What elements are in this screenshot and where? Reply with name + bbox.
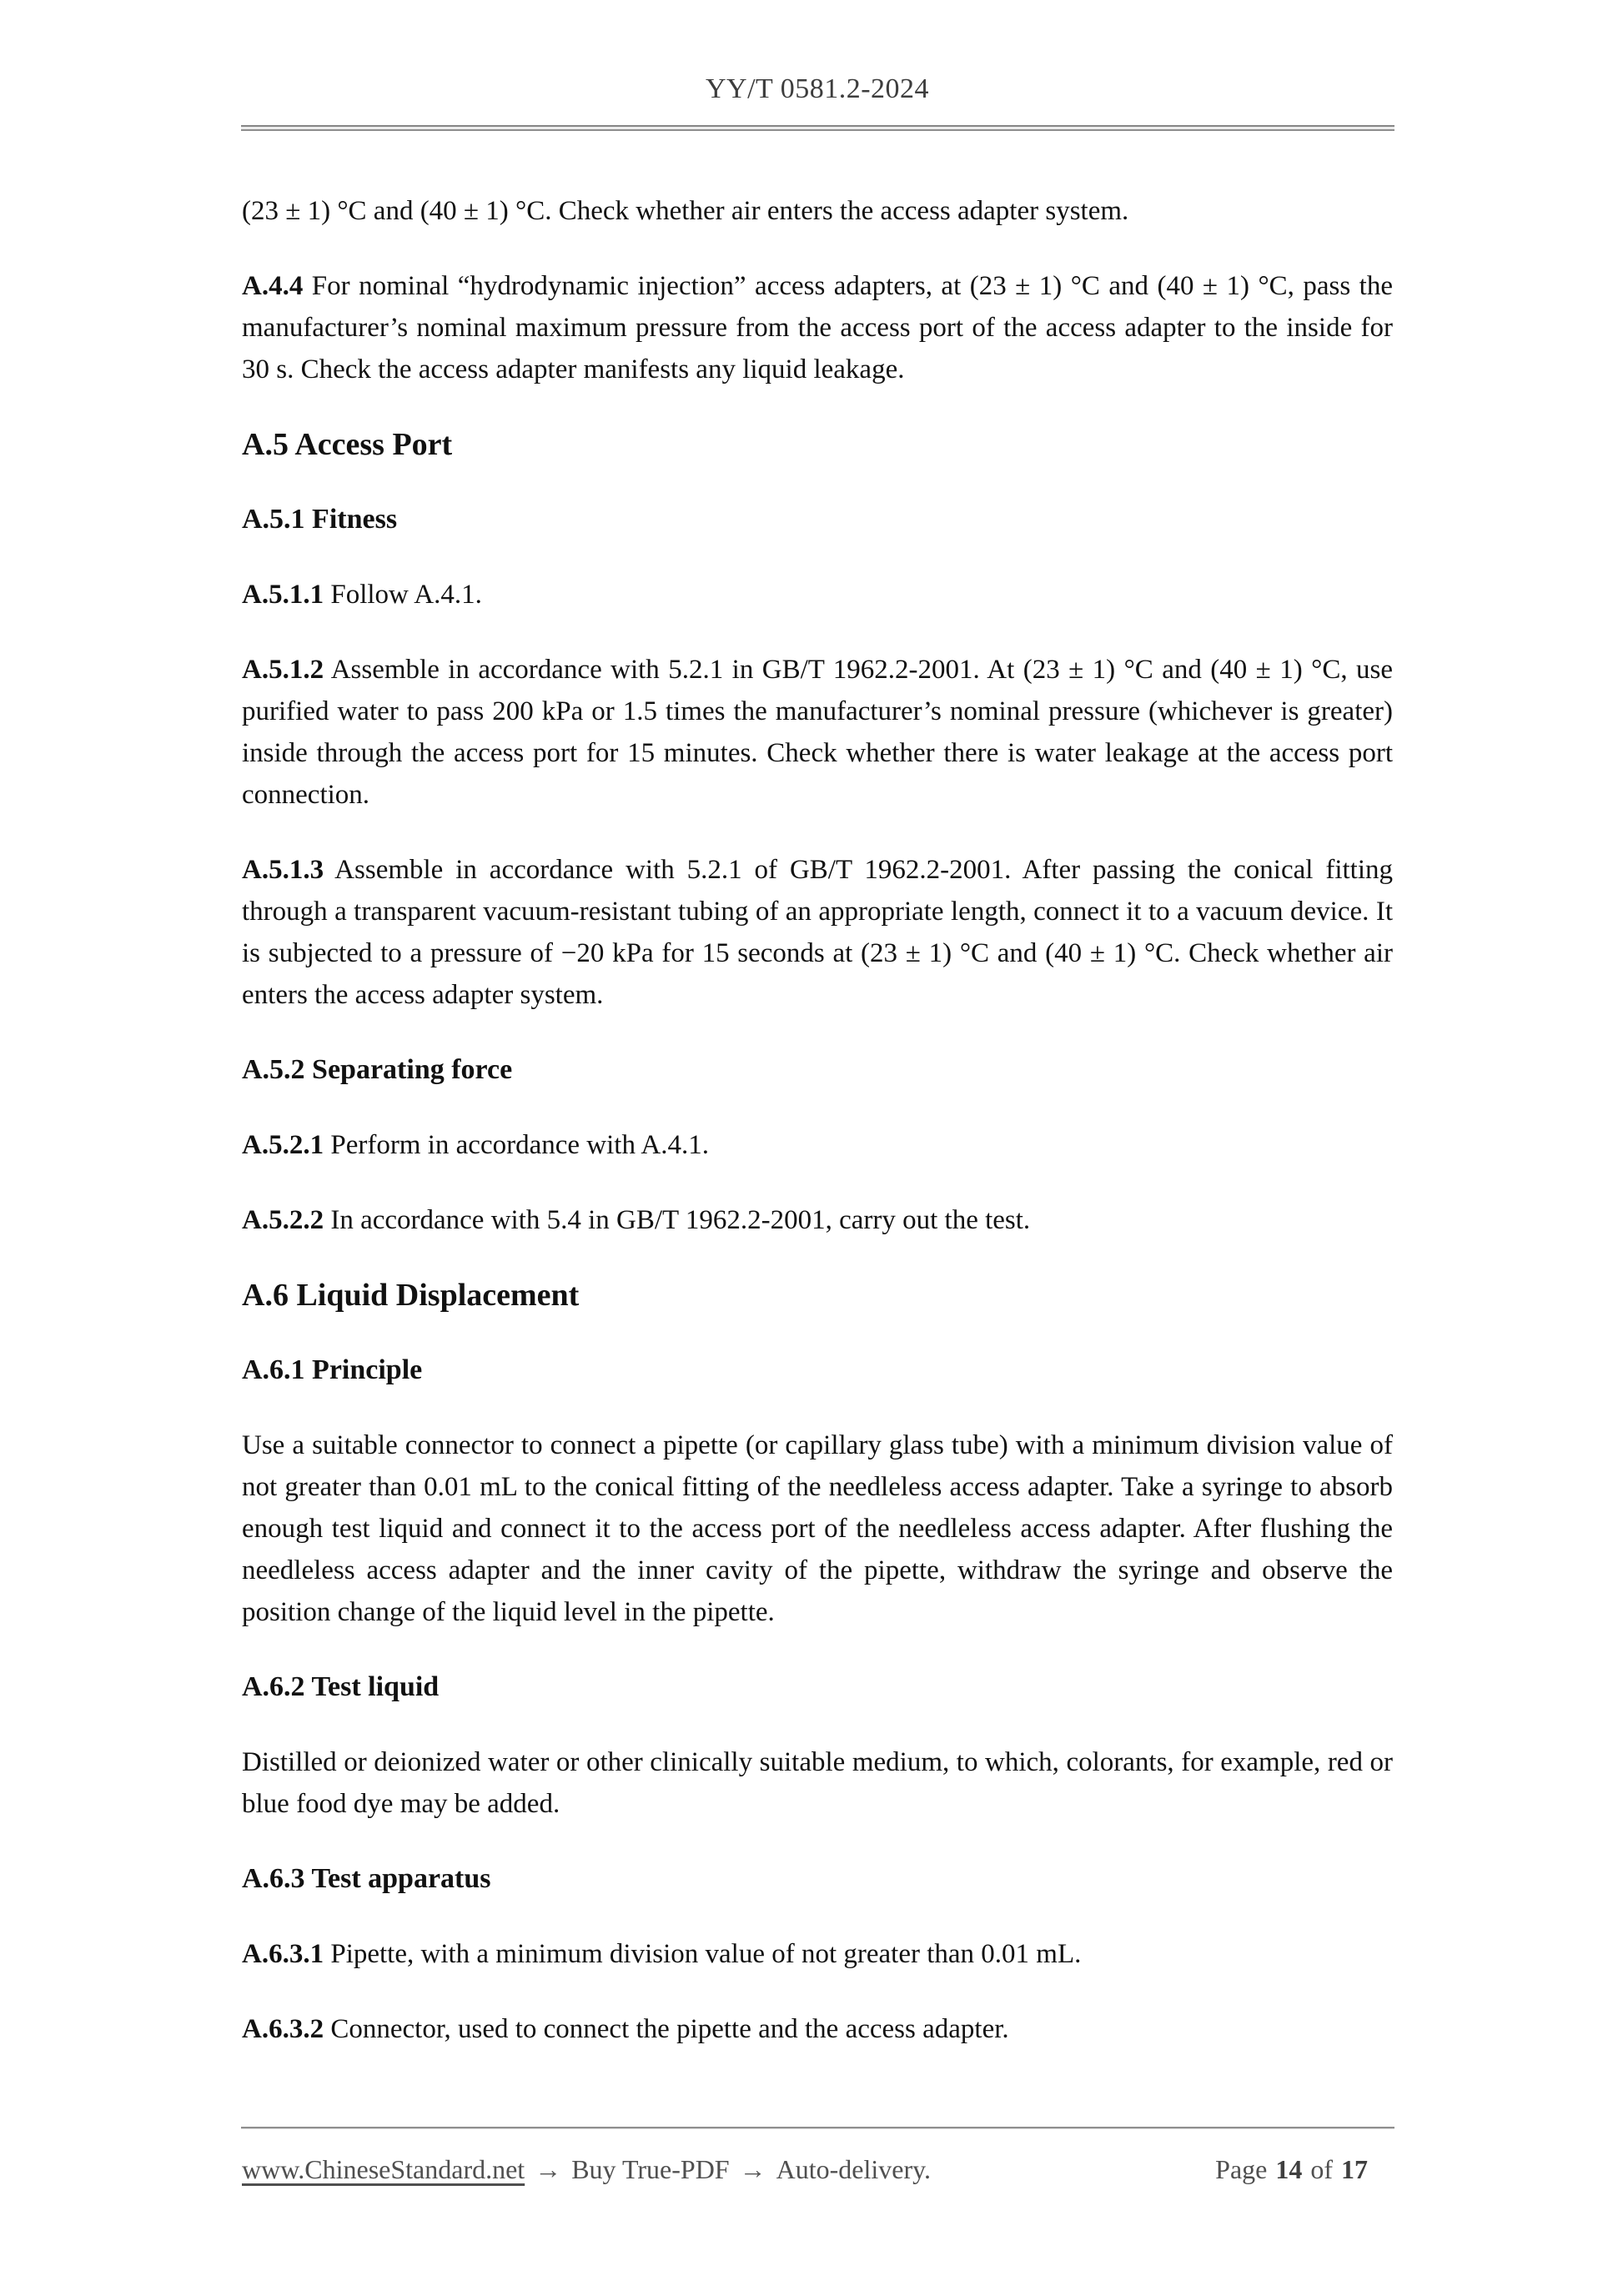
paragraph-continuation [242, 190, 1393, 232]
site-link[interactable]: www.ChineseStandard.net [242, 2154, 525, 2184]
paragraph-a6-2-testliquid [242, 1741, 1393, 1825]
heading-a6: A.6 Liquid Displacement [242, 1278, 580, 1313]
paragraph-a5-2-2 [242, 1199, 1393, 1241]
paragraph-text: Assemble in accordance with 5.2.1 in GB/T 1962.2-2001. At (23 ± 1) °C and (40 ± 1) °C, use purified water to pass 200 kPa or 1.5 times the manufacturer’s nominal pressure (whichever is greater) inside through the access port for 15 minutes. Check whether there is water leakage at the access port connection. [242, 655, 1393, 810]
paragraph-text: Use a suitable connector to connect a pipette (or capillary glass tube) with a minimum division value of not greater than 0.01 mL to the conical fitting of the needleless access adapter. Take a syringe to absorb enough test liquid and connect it to the access port of the needleless access adapter. After flushing the needleless access adapter and the inner cavity of the pipette, withdraw the syringe and observe the position change of the liquid level in the pipette. [242, 1430, 1393, 1627]
clause-number: A.5.1.1 [242, 580, 324, 610]
footer-divider-line [241, 2127, 1394, 2129]
paragraph-text: For nominal “hydrodynamic injection” access adapters, at (23 ± 1) °C and (40 ± 1) °C, pass the manufacturer’s nominal maximum pressure from the access port of the access adapter to the inside for 30 s. Check the access adapter manifests any liquid leakage. [242, 271, 1393, 384]
document-body [242, 190, 1393, 2083]
paragraph-a6-3-1 [242, 1933, 1393, 1975]
paragraph-a6-3-2 [242, 2008, 1393, 2050]
clause-number: A.5.2.1 [242, 1130, 324, 1160]
paragraph-text: Assemble in accordance with 5.2.1 of GB/T 1962.2-2001. After passing the conical fitting through a transparent vacuum-resistant tubing of an appropriate length, connect it to a vacuum device. It is subjected to a pressure of −20 kPa for 15 seconds at (23 ± 1) °C and (40 ± 1) °C. Check whether air enters the access adapter system. [242, 855, 1393, 1010]
heading-a5-1: A.5.1 Fitness [242, 504, 398, 535]
page-label: Page [1215, 2154, 1268, 2184]
auto-delivery-label: Auto-delivery. [776, 2154, 932, 2184]
page-total: 17 [1341, 2154, 1368, 2184]
clause-number: A.6.3.1 [242, 1939, 324, 1969]
heading-a6-3: A.6.3 Test apparatus [242, 1863, 491, 1894]
paragraph-text: Perform in accordance with A.4.1. [324, 1130, 709, 1160]
clause-number: A.4.4 [242, 271, 304, 301]
paragraph-text: Pipette, with a minimum division value of not greater than 0.01 mL. [324, 1939, 1082, 1969]
page-current: 14 [1275, 2154, 1303, 2184]
of-label: of [1310, 2154, 1333, 2184]
clause-number: A.5.1.2 [242, 655, 324, 685]
heading-a6-2: A.6.2 Test liquid [242, 1671, 440, 1702]
paragraph-a4-4 [242, 265, 1393, 390]
heading-a6-1: A.6.1 Principle [242, 1354, 423, 1385]
right-arrow-icon: → [739, 2154, 766, 2184]
clause-number: A.6.3.2 [242, 2014, 324, 2044]
paragraph-a5-1-3 [242, 849, 1393, 1016]
paragraph-text: Connector, used to connect the pipette and the access adapter. [324, 2014, 1009, 2044]
clause-number: A.5.2.2 [242, 1205, 324, 1235]
header-divider-line [241, 125, 1394, 131]
buy-truepdf-label: Buy True-PDF [571, 2154, 730, 2184]
page-header-doc-number: YY/T 0581.2-2024 [705, 73, 930, 104]
heading-a5-2: A.5.2 Separating force [242, 1054, 513, 1085]
footer-promo [242, 2154, 931, 2185]
right-arrow-icon: → [535, 2154, 562, 2184]
paragraph-a6-1-principle [242, 1424, 1393, 1633]
page-indicator [1215, 2154, 1368, 2185]
paragraph-text: Follow A.4.1. [324, 580, 482, 610]
paragraph-a5-1-2 [242, 649, 1393, 816]
paragraph-a5-1-1 [242, 574, 1393, 615]
paragraph-text: Distilled or deionized water or other clinically suitable medium, to which, colorants, for example, red or blue food dye may be added. [242, 1747, 1393, 1819]
paragraph-text: In accordance with 5.4 in GB/T 1962.2-2001, carry out the test. [324, 1205, 1031, 1235]
page-footer [242, 2154, 1393, 2185]
heading-a5: A.5 Access Port [242, 427, 453, 462]
clause-number: A.5.1.3 [242, 855, 324, 885]
paragraph-a5-2-1 [242, 1124, 1393, 1166]
paragraph-text: (23 ± 1) °C and (40 ± 1) °C. Check whether air enters the access adapter system. [242, 196, 1129, 226]
